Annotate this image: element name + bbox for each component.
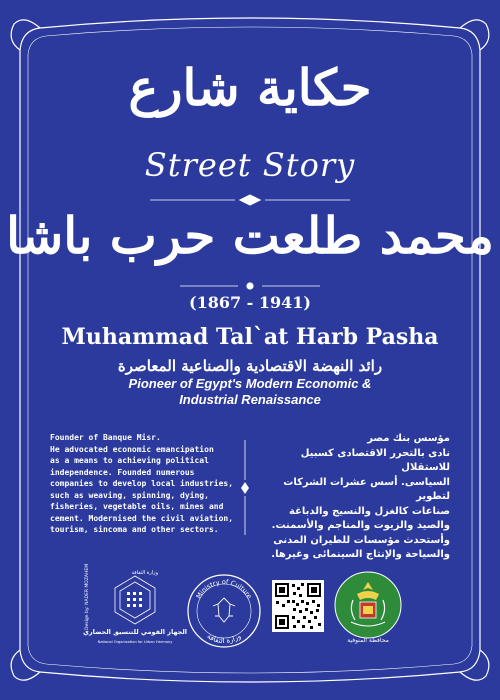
street-story-english-title: Street Story	[144, 146, 356, 184]
bio-en-line: Founder of Banque Misr.	[50, 433, 161, 442]
bio-en-line: such as weaving, spinning, dying,	[50, 490, 209, 500]
bio-en-line: companies to develop local industries,	[50, 479, 234, 488]
nouh-arabic-label: الجهاز القومي للتنسيق الحضاري	[82, 628, 188, 636]
bio-ar-line: السياسى. أسس عشرات الشركات لتطوير	[283, 476, 450, 502]
bio-ar-line: والسياحة والإنتاج السينمائى وغيرها.	[271, 549, 450, 560]
bio-ar-line: والصيد والزيوت والمناجم والأسمنت.	[271, 520, 450, 531]
bio-en-line: fisheries, vegetable oils, mines and	[50, 502, 224, 511]
design-credit	[80, 563, 92, 632]
bio-en-line: tourism, sincoma and other sectors.	[50, 525, 219, 534]
ministry-bottom-label: وزارة الثقافة	[205, 632, 243, 646]
governorate-emblem-icon	[331, 570, 405, 644]
subtitle-english-line-1: Pioneer of Egypt's Modern Economic &	[128, 376, 372, 391]
governorate-label: محافظة المنوفية	[347, 637, 389, 644]
subtitle-english-line-2: Industrial Renaissance	[179, 392, 321, 407]
street-story-arabic-title: حكاية شارع	[128, 58, 372, 117]
bio-en-line: He advocated economic emancipation	[50, 444, 214, 454]
ministry-top-label: Ministry of Culture	[194, 577, 254, 601]
qr-code-icon[interactable]	[272, 580, 324, 632]
life-years: (1867 - 1941)	[189, 293, 311, 312]
bio-ar-line: صناعات كالغزل والنسيج والدباغة	[289, 505, 450, 517]
person-name-arabic: محمد طلعت حرب باشا	[6, 206, 494, 265]
person-name-english: Muhammad Tal`at Harb Pasha	[61, 324, 439, 350]
nouh-english-label: National Organization for Urban Harmony	[97, 640, 173, 644]
svg-text:وزارة الثقافة	[206, 632, 243, 645]
biography-arabic	[262, 432, 450, 560]
subtitle-arabic: رائد النهضة الاقتصادية والصناعية المعاصرة	[117, 357, 383, 375]
bio-ar-line: مؤسس بنك مصر	[367, 433, 450, 444]
column-divider-ornament	[240, 440, 250, 535]
ministry-of-culture-seal-icon	[185, 572, 263, 650]
biography-english	[50, 432, 234, 550]
bio-ar-line: نادى بالتحرر الاقتصادى كسبيل للاستقلال	[300, 447, 450, 473]
nouh-ministry-label: وزارة الثقافة	[131, 570, 158, 576]
bio-ar-line: وأستحدث مؤسسات للطيران المدنى	[273, 534, 450, 546]
bio-en-line: independence. Founded numerous	[50, 467, 195, 477]
design-credit-text: Design by: NADER MOZAHEM	[85, 563, 90, 630]
bio-en-line: as a means to achieving political	[50, 456, 209, 465]
bio-en-line: cement. Modernised the civil aviation,	[50, 513, 234, 523]
